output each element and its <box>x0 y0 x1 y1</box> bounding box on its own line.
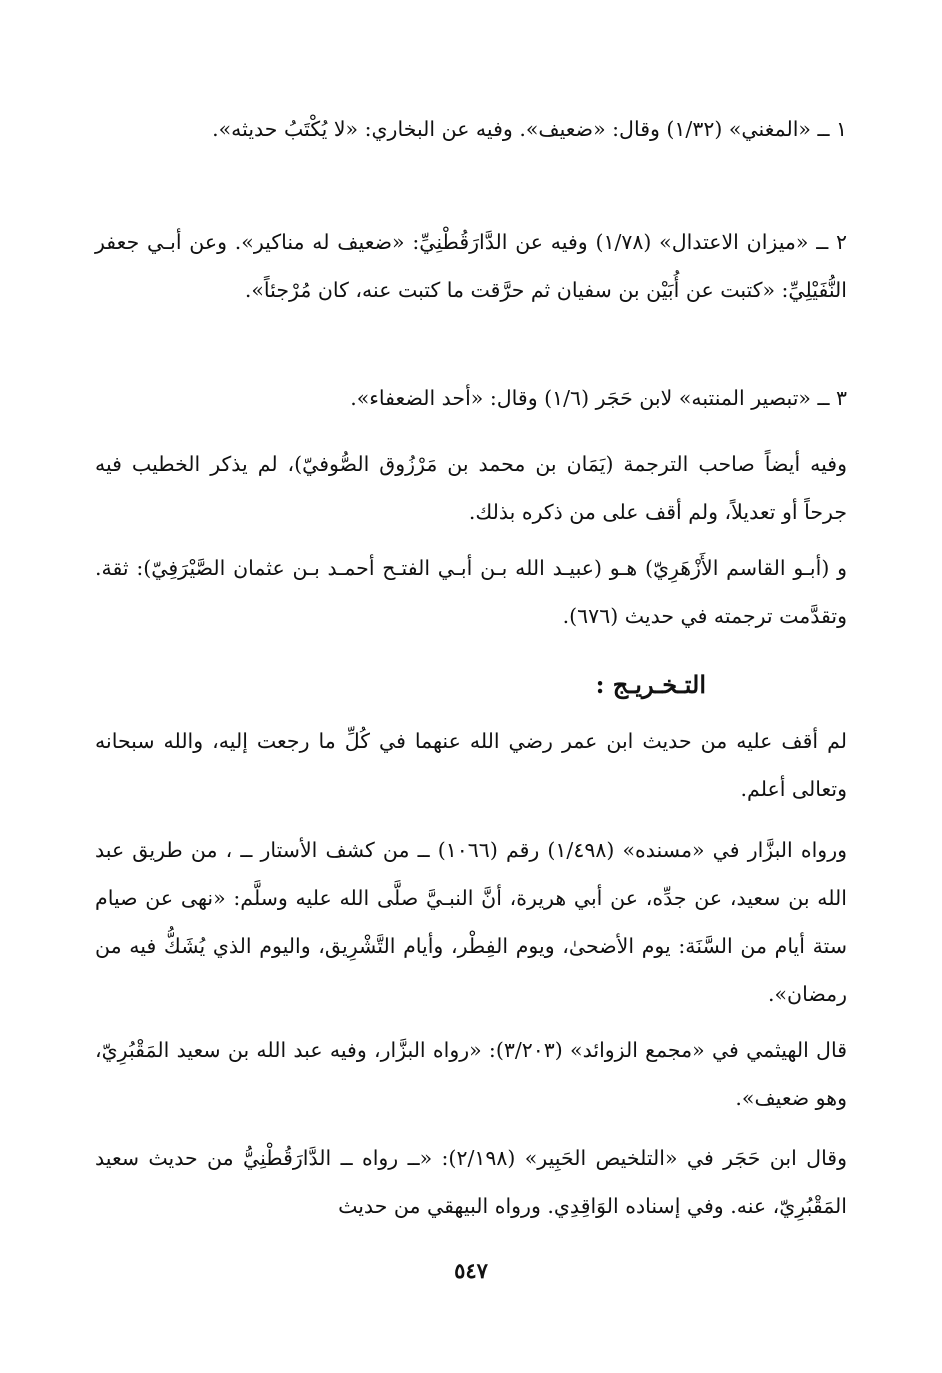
takhrij-paragraph-3: قال الهيثمي في «مجمع الزوائد» (٣/٢٠٣): «رواه البزَّار، وفيه عبد الله بن سعيد المَقْبُرِيّ، وهو ضعيف». <box>95 1038 847 1110</box>
footnote-1: ١ ــ «المغني» (١/٣٢) وقال: «ضعيف». وفيه عن البخاري: «لا يُكْتَبُ حديثه». <box>212 117 847 141</box>
page-number: ٥٤٧ <box>454 1258 488 1283</box>
takhrij-paragraph-2: ورواه البزَّار في «مسنده» (١/٤٩٨) رقم (١٠٦٦) ــ من كشف الأستار ــ ، من طريق عبد الله بن سعيد، عن جدِّه، عن أبي هريرة، أنَّ النبـيَّ صلَّى الله عليه وسلَّم: «نهى عن صيام ستة أيام من السَّنَة: يوم الأضحىٰ، ويوم الفِطْر، وأيام التَّشْرِيق، واليوم الذي يُشَكُّ فيه من رمضان». <box>95 838 847 1006</box>
section-heading-takhrij: التـخـريـج : <box>595 670 706 699</box>
paragraph-azhari-note: و (أبـو القاسم الأَزْهَرِيّ) هـو (عبيـد الله بـن أبـي الفتـح أحمـد بـن عثمان الصَّيْرَفِيّ): ثقة. وتقدَّمت ترجمته في حديث (٦٧٦). <box>95 556 847 628</box>
paragraph-translator-note: وفيه أيضاً صاحب الترجمة (يَمَان بن محمد بن مَرْزُوق الصُّوفيّ)، لم يذكر الخطيب فيه جرحاً أو تعديلاً، ولم أقف على من ذكره بذلك. <box>95 452 847 524</box>
takhrij-paragraph-4: وقال ابن حَجَر في «التلخيص الحَبِير» (٢/١٩٨): «ــ رواه ــ الدَّارَقُطْنِيُّ من حديث سعيد المَقْبُرِيّ، عنه. وفي إسناده الوَاقِدِي. ورواه البيهقي من حديث <box>95 1146 848 1218</box>
footnote-2: ٢ ــ «ميزان الاعتدال» (١/٧٨) وفيه عن الدَّارَقُطْنِيِّ: «ضعيف له مناكير». وعن أبـي جعفر النُّفَيْلِيِّ: «كتبت عن أُبَيْن بن سفيان ثم حرَّقت ما كتبت عنه، كان مُرْجئاً». <box>95 230 847 302</box>
takhrij-paragraph-1: لم أقف عليه من حديث ابن عمر رضي الله عنهما في كُلِّ ما رجعت إليه، والله سبحانه وتعالى أعلم. <box>95 729 847 801</box>
footnote-3: ٣ ــ «تبصير المنتبه» لابن حَجَر (١/٦) وقال: «أحد الضعفاء». <box>350 386 847 410</box>
